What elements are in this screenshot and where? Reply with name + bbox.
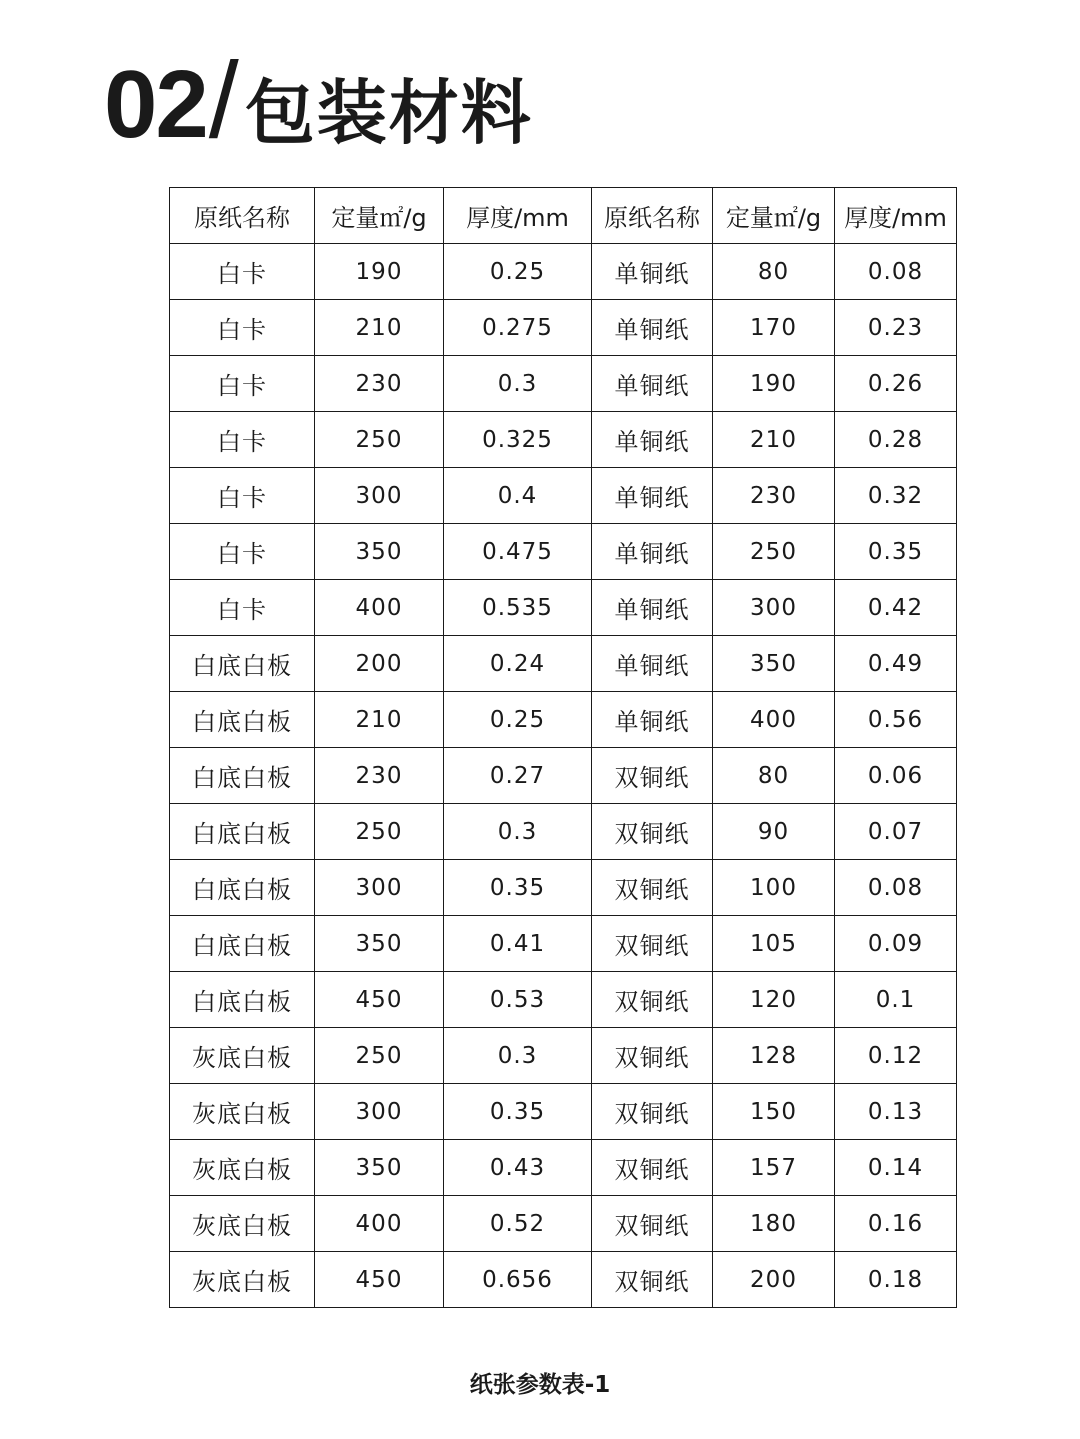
- table-cell-thickness: 0.43: [444, 1140, 592, 1196]
- table-cell-paper-name: 灰底白板: [170, 1196, 315, 1252]
- table-cell-thickness: 0.35: [444, 860, 592, 916]
- table-cell-grammage: 80: [713, 748, 835, 804]
- table-cell-grammage: 250: [315, 1028, 444, 1084]
- table-cell-grammage: 128: [713, 1028, 835, 1084]
- table-cell-thickness: 0.3: [444, 356, 592, 412]
- table-cell-thickness: 0.475: [444, 524, 592, 580]
- table-cell-paper-name: 双铜纸: [592, 972, 713, 1028]
- table-cell-thickness: 0.35: [444, 1084, 592, 1140]
- column-header-thickness: 厚度/mm: [444, 188, 592, 244]
- table-row: [170, 972, 957, 1028]
- table-cell-paper-name: 白卡: [170, 300, 315, 356]
- table-row: [170, 804, 957, 860]
- table-cell-thickness: 0.53: [444, 972, 592, 1028]
- table-cell-paper-name: 双铜纸: [592, 1140, 713, 1196]
- table-cell-thickness: 0.325: [444, 412, 592, 468]
- table-cell-thickness: 0.27: [444, 748, 592, 804]
- table-cell-paper-name: 白卡: [170, 580, 315, 636]
- table-row: [170, 468, 957, 524]
- table-cell-paper-name: 白卡: [170, 412, 315, 468]
- table-cell-grammage: 157: [713, 1140, 835, 1196]
- table-cell-grammage: 80: [713, 244, 835, 300]
- table-cell-grammage: 400: [713, 692, 835, 748]
- table-cell-paper-name: 灰底白板: [170, 1084, 315, 1140]
- table-row: [170, 1252, 957, 1308]
- table-cell-thickness: 0.28: [835, 412, 957, 468]
- table-cell-thickness: 0.52: [444, 1196, 592, 1252]
- page-title: [104, 40, 533, 160]
- table-row: [170, 636, 957, 692]
- table-cell-grammage: 230: [315, 356, 444, 412]
- table-cell-thickness: 0.35: [835, 524, 957, 580]
- table-cell-grammage: 150: [713, 1084, 835, 1140]
- table-cell-thickness: 0.07: [835, 804, 957, 860]
- table-cell-thickness: 0.535: [444, 580, 592, 636]
- table-cell-thickness: 0.3: [444, 804, 592, 860]
- table-row: [170, 1196, 957, 1252]
- table-cell-grammage: 350: [713, 636, 835, 692]
- table-cell-grammage: 350: [315, 1140, 444, 1196]
- table-cell-thickness: 0.1: [835, 972, 957, 1028]
- table-row: [170, 580, 957, 636]
- table-cell-grammage: 450: [315, 1252, 444, 1308]
- table-cell-grammage: 200: [315, 636, 444, 692]
- table-cell-thickness: 0.275: [444, 300, 592, 356]
- table-cell-paper-name: 灰底白板: [170, 1028, 315, 1084]
- table-cell-thickness: 0.06: [835, 748, 957, 804]
- table-cell-grammage: 200: [713, 1252, 835, 1308]
- table-row: [170, 860, 957, 916]
- table-cell-paper-name: 白底白板: [170, 972, 315, 1028]
- table-cell-thickness: 0.18: [835, 1252, 957, 1308]
- title-slash: /: [208, 39, 239, 160]
- table-cell-paper-name: 双铜纸: [592, 1084, 713, 1140]
- table-cell-paper-name: 白卡: [170, 356, 315, 412]
- table-cell-paper-name: 白底白板: [170, 860, 315, 916]
- table-cell-grammage: 105: [713, 916, 835, 972]
- table-cell-grammage: 250: [315, 412, 444, 468]
- column-header-thickness: 厚度/mm: [835, 188, 957, 244]
- table-cell-thickness: 0.25: [444, 244, 592, 300]
- table-cell-paper-name: 单铜纸: [592, 356, 713, 412]
- column-header-grammage: 定量㎡/g: [713, 188, 835, 244]
- table-caption: 纸张参数表-1: [469, 1372, 611, 1398]
- table-cell-thickness: 0.42: [835, 580, 957, 636]
- table-cell-thickness: 0.08: [835, 860, 957, 916]
- table-row: [170, 356, 957, 412]
- table-cell-paper-name: 单铜纸: [592, 524, 713, 580]
- table-cell-grammage: 180: [713, 1196, 835, 1252]
- table-cell-grammage: 250: [315, 804, 444, 860]
- table-cell-thickness: 0.32: [835, 468, 957, 524]
- table-cell-paper-name: 双铜纸: [592, 1196, 713, 1252]
- table-cell-paper-name: 白底白板: [170, 804, 315, 860]
- table-cell-grammage: 450: [315, 972, 444, 1028]
- table-cell-grammage: 300: [713, 580, 835, 636]
- table-cell-paper-name: 双铜纸: [592, 748, 713, 804]
- table-cell-grammage: 210: [713, 412, 835, 468]
- table-cell-grammage: 350: [315, 524, 444, 580]
- table-cell-grammage: 400: [315, 1196, 444, 1252]
- table-cell-grammage: 120: [713, 972, 835, 1028]
- table-cell-paper-name: 灰底白板: [170, 1140, 315, 1196]
- paper-parameter-table: [169, 187, 957, 1308]
- table-cell-paper-name: 单铜纸: [592, 412, 713, 468]
- table-cell-thickness: 0.49: [835, 636, 957, 692]
- table-row: [170, 1084, 957, 1140]
- table-row: [170, 524, 957, 580]
- table-cell-grammage: 300: [315, 1084, 444, 1140]
- table-cell-thickness: 0.12: [835, 1028, 957, 1084]
- table-cell-thickness: 0.4: [444, 468, 592, 524]
- column-header-paper-name: 原纸名称: [170, 188, 315, 244]
- table-body: [170, 244, 957, 1308]
- title-number: 02: [104, 51, 207, 158]
- table-row: [170, 412, 957, 468]
- table-cell-grammage: 350: [315, 916, 444, 972]
- table-row: [170, 748, 957, 804]
- table-cell-thickness: 0.23: [835, 300, 957, 356]
- table-cell-grammage: 210: [315, 692, 444, 748]
- table-cell-paper-name: 灰底白板: [170, 1252, 315, 1308]
- table-cell-paper-name: 白底白板: [170, 692, 315, 748]
- column-header-paper-name: 原纸名称: [592, 188, 713, 244]
- table-cell-thickness: 0.25: [444, 692, 592, 748]
- table-row: [170, 692, 957, 748]
- table-cell-paper-name: 双铜纸: [592, 1028, 713, 1084]
- table-row: [170, 300, 957, 356]
- table-cell-thickness: 0.56: [835, 692, 957, 748]
- table-cell-paper-name: 单铜纸: [592, 692, 713, 748]
- table-cell-paper-name: 双铜纸: [592, 1252, 713, 1308]
- table-cell-thickness: 0.41: [444, 916, 592, 972]
- table-cell-paper-name: 白卡: [170, 468, 315, 524]
- title-text: 包装材料: [244, 72, 533, 154]
- table-cell-grammage: 170: [713, 300, 835, 356]
- table-cell-paper-name: 单铜纸: [592, 636, 713, 692]
- table-cell-paper-name: 白底白板: [170, 636, 315, 692]
- table-cell-grammage: 230: [315, 748, 444, 804]
- table-header-row: [170, 188, 957, 244]
- table-cell-grammage: 400: [315, 580, 444, 636]
- table-cell-grammage: 230: [713, 468, 835, 524]
- table-cell-grammage: 300: [315, 860, 444, 916]
- table-cell-grammage: 100: [713, 860, 835, 916]
- table-cell-thickness: 0.16: [835, 1196, 957, 1252]
- table-cell-paper-name: 双铜纸: [592, 916, 713, 972]
- table-cell-thickness: 0.656: [444, 1252, 592, 1308]
- table-cell-paper-name: 双铜纸: [592, 804, 713, 860]
- table-row: [170, 1028, 957, 1084]
- table-cell-thickness: 0.3: [444, 1028, 592, 1084]
- table-cell-grammage: 210: [315, 300, 444, 356]
- table-cell-paper-name: 白底白板: [170, 916, 315, 972]
- table-cell-paper-name: 白卡: [170, 524, 315, 580]
- table-row: [170, 244, 957, 300]
- table-cell-thickness: 0.24: [444, 636, 592, 692]
- table-cell-thickness: 0.09: [835, 916, 957, 972]
- table-cell-paper-name: 单铜纸: [592, 300, 713, 356]
- table-cell-thickness: 0.26: [835, 356, 957, 412]
- column-header-grammage: 定量㎡/g: [315, 188, 444, 244]
- table-cell-thickness: 0.08: [835, 244, 957, 300]
- table-cell-paper-name: 单铜纸: [592, 468, 713, 524]
- table-cell-paper-name: 单铜纸: [592, 580, 713, 636]
- table-cell-paper-name: 双铜纸: [592, 860, 713, 916]
- table-cell-paper-name: 白卡: [170, 244, 315, 300]
- table-cell-grammage: 90: [713, 804, 835, 860]
- table-cell-grammage: 300: [315, 468, 444, 524]
- table-cell-thickness: 0.13: [835, 1084, 957, 1140]
- table-cell-paper-name: 单铜纸: [592, 244, 713, 300]
- table-cell-paper-name: 白底白板: [170, 748, 315, 804]
- table-row: [170, 916, 957, 972]
- table-cell-grammage: 190: [713, 356, 835, 412]
- table-cell-grammage: 250: [713, 524, 835, 580]
- table-cell-thickness: 0.14: [835, 1140, 957, 1196]
- table-row: [170, 1140, 957, 1196]
- table-cell-grammage: 190: [315, 244, 444, 300]
